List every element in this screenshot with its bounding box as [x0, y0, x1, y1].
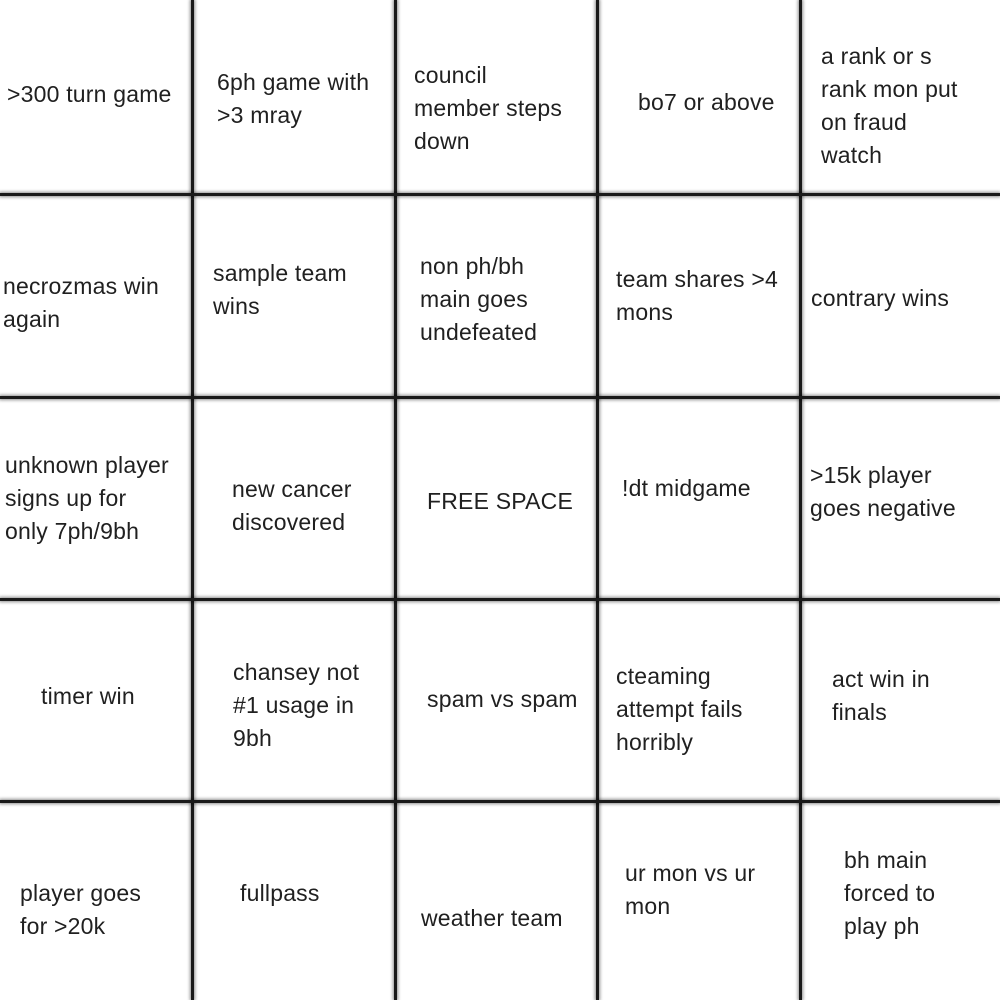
bingo-cell-r1c1: >300 turn game	[7, 81, 172, 107]
bingo-cell-r5c1: player goes for >20k	[20, 880, 142, 939]
grid-line-horizontal-4	[0, 800, 1000, 803]
bingo-cell-r4c3: spam vs spam	[427, 686, 578, 712]
grid-line-vertical-4	[799, 0, 802, 1000]
bingo-cell-r1c2: 6ph game with >3 mray	[217, 69, 370, 128]
grid-line-horizontal-1	[0, 193, 1000, 196]
bingo-cell-r4c4: cteaming attempt fails horribly	[616, 663, 743, 755]
bingo-cell-r2c3: non ph/bh main goes undefeated	[420, 253, 538, 345]
bingo-cell-r3c5: >15k player goes negative	[810, 462, 956, 521]
bingo-cell-r3c1: unknown player signs up for only 7ph/9bh	[5, 452, 169, 544]
bingo-cell-r1c4: bo7 or above	[638, 89, 775, 115]
bingo-cell-r5c4: ur mon vs ur mon	[625, 860, 756, 919]
bingo-cell-r3c3-free-space: FREE SPACE	[427, 488, 573, 514]
bingo-cell-r3c4: !dt midgame	[622, 475, 751, 501]
bingo-cell-r1c3: council member steps down	[414, 62, 563, 154]
bingo-cell-r4c5: act win in finals	[832, 666, 930, 725]
bingo-cell-r2c2: sample team wins	[213, 260, 347, 319]
bingo-cell-r2c4: team shares >4 mons	[616, 266, 778, 325]
bingo-cell-r2c1: necrozmas win again	[3, 273, 159, 332]
bingo-cell-r4c1: timer win	[41, 683, 135, 709]
grid-line-vertical-2	[394, 0, 397, 1000]
grid-line-vertical-3	[596, 0, 599, 1000]
bingo-cell-r5c2: fullpass	[240, 880, 320, 906]
grid-line-horizontal-3	[0, 598, 1000, 601]
bingo-cell-r2c5: contrary wins	[811, 285, 950, 311]
bingo-cell-r5c5: bh main forced to play ph	[844, 847, 936, 939]
grid-line-horizontal-2	[0, 396, 1000, 399]
bingo-cell-r5c3: weather team	[421, 905, 563, 931]
bingo-cell-r3c2: new cancer discovered	[232, 476, 352, 535]
grid-line-vertical-1	[191, 0, 194, 1000]
bingo-cell-r4c2: chansey not #1 usage in 9bh	[233, 659, 360, 751]
bingo-cell-r1c5: a rank or s rank mon put on fraud watch	[821, 43, 958, 168]
